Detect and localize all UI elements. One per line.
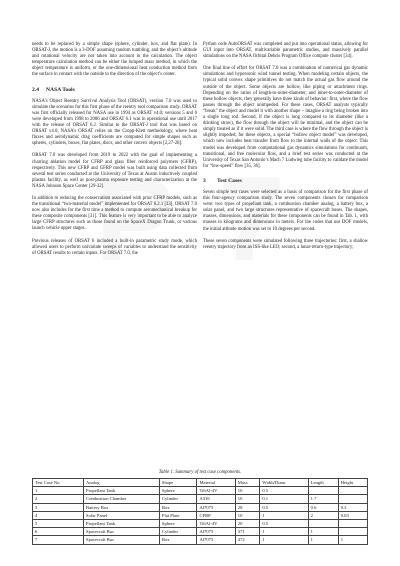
table-cell: 10 — [235, 511, 260, 519]
table-cell: Sphere — [159, 487, 197, 495]
table-header-row — [33, 479, 368, 487]
header-cell: Analog — [84, 479, 160, 487]
table-caption: Table 1. Summary of test case components. — [158, 470, 242, 475]
table-cell — [308, 487, 338, 495]
right-column — [203, 42, 368, 257]
section-heading — [32, 87, 197, 93]
table-cell: Sphere — [159, 520, 197, 528]
table-cell: 1 — [338, 536, 367, 544]
table-cell: Cylinder — [159, 495, 197, 503]
table-cell: 0.1 — [260, 495, 308, 503]
table-cell: 1 — [260, 528, 308, 536]
paragraph: Seven simple test cases were selected as a basis of comparison for the first phase of this four-agency comparison study. The seven components chosen for comparison were: two types of propellant tank, a combustion chamber analog, a battery box, a solar panel, and two large structures representative of spacecraft buses. The shapes, masses, dimensions, and materials for these components can be found in Tab. 1, with masses in kilograms and dimensions in meters. For the codes that use DOF models, the initial attitude motion was set to 10 degrees per second. — [203, 189, 368, 232]
table-cell: 1.7 — [308, 495, 338, 503]
test-case-table — [32, 478, 368, 545]
table-cell: Spacecraft Bus — [84, 536, 160, 544]
table-cell: Al7075 — [197, 503, 235, 511]
header-cell: Mass — [235, 479, 260, 487]
section-heading — [203, 178, 368, 184]
table-cell: Flat Plate — [159, 511, 197, 519]
section-number: 3 — [203, 177, 206, 184]
table-1 — [32, 470, 368, 545]
table-cell: 3 — [33, 503, 84, 511]
table-cell: 1 — [260, 536, 308, 544]
paragraph: Previous releases of ORSAT 6 included a built-in parametric study mode, which allowed users to perform univariate sweeps of variables to understand the sensitivity of ORSAT results to certain inputs. For ORSAT 7.0, the — [32, 238, 197, 256]
table-row — [33, 495, 368, 503]
table-cell: Al7075 — [197, 536, 235, 544]
header-cell: Length — [308, 479, 338, 487]
table-cell: Solar Panel — [84, 511, 160, 519]
table-cell: 7 — [33, 536, 84, 544]
table-cell: Battery Box — [84, 503, 160, 511]
table-cell: Spacecraft Bus — [84, 528, 160, 536]
paragraph: In addition to reducing the conservatism associated with prior CFRP models, such as the transitional “two-material model” implemented for ORSAT 6.2.1 [33], ORSAT 7.0 now also includes for the first time a method to compute aeromechanical breakup for these composite components [31]. This feature is very important to be able to analyze large CFRP structures such as those found on the SpaceX Dragon Trunk, or various launch vehicle upper stages. — [32, 195, 197, 232]
table-cell: 1 — [33, 487, 84, 495]
left-column — [32, 42, 197, 263]
paragraph: needs to be replaced by a simple shape (sphere, cylinder, box, and flat plate). In ORSAT-J, the motion is a 3-DOF assuming random tumbling, and the object’s altitude and rotational velocity are not taken into account in the calculation. The object temperature calculation method can be either the lumped mass method, in which the object temperature is uniform, or the one-dimensional heat conduction method from the surface in contact with the outside to the direction of the object’s center. — [32, 42, 197, 78]
table-cell: Propellant Tank — [84, 487, 160, 495]
table-cell: Box — [159, 503, 197, 511]
table-cell — [338, 487, 367, 495]
section-title: Test Cases — [217, 177, 242, 184]
table-row — [33, 511, 368, 519]
header-cell: Width/Diam. — [260, 479, 308, 487]
table-cell: Propellant Tank — [84, 520, 160, 528]
table-cell: 0.5 — [260, 503, 308, 511]
table-cell: 472 — [235, 536, 260, 544]
table-cell: Cylinder — [159, 528, 197, 536]
table-cell: Box — [159, 536, 197, 544]
table-cell: 6 — [33, 528, 84, 536]
table-cell: 10 — [235, 487, 260, 495]
table-cell: Ti6Al-4V — [197, 520, 235, 528]
table-cell: 0.6 — [308, 503, 338, 511]
table-cell — [338, 495, 367, 503]
table-row — [33, 536, 368, 544]
table-cell: 0.5 — [260, 520, 308, 528]
table-cell — [338, 520, 367, 528]
table-cell: 2 — [308, 511, 338, 519]
paragraph: Python code AutoORSAT was completed and put into operational status, allowing for GUI input into ORSAT, multivariable parametric studies, and massively parallel simulations on the NASA Orbital Debris Program Office compute cluster [34]. — [203, 42, 368, 60]
header-cell: Material — [197, 479, 235, 487]
section-number: 2.4 — [32, 86, 39, 93]
paragraph: These seven components were simulated following three trajectories: first, a shallow reentry trajectory from an ISS-like LEO; second, a lunar-return-type trajectory; — [203, 238, 368, 250]
header-cell: Height — [338, 479, 367, 487]
table-cell: 28 — [235, 503, 260, 511]
table-cell: CFRP — [197, 511, 235, 519]
table-cell: Combustion Chamber — [84, 495, 160, 503]
table-cell — [338, 528, 367, 536]
table-cell: 371 — [235, 528, 260, 536]
table-cell: Al7075 — [197, 528, 235, 536]
table-cell: 10 — [235, 495, 260, 503]
table-cell: 20 — [235, 520, 260, 528]
header-cell: Test Case No. — [33, 479, 84, 487]
table-cell: 0.5 — [260, 487, 308, 495]
table-cell: A316 — [197, 495, 235, 503]
table-cell — [308, 520, 338, 528]
table-cell: 0.03 — [338, 511, 367, 519]
table-row — [33, 528, 368, 536]
table-row — [33, 503, 368, 511]
table-cell: 0.3 — [338, 503, 367, 511]
table-row — [33, 487, 368, 495]
table-cell: 2 — [33, 495, 84, 503]
table-cell: 1 — [308, 528, 338, 536]
section-title: NASA Tools — [46, 86, 75, 93]
header-cell: Shape — [159, 479, 197, 487]
table-cell: 5 — [33, 520, 84, 528]
paragraph: ORSAT 7.0 was developed from 2019 to 2022 with the goal of implementing a charring ablation model for CFRP and glass fiber reinforced polymers (GFRP), respectively. This new CFRP and GFRP model was built using data collected from several test series conducted at the University of Texas at Austin inductively coupled plasma facility, as well as post-plasma exposure testing and characterization at the NASA Johnson Space Center [29-32]. — [32, 153, 197, 189]
table-cell: 1 — [308, 536, 338, 544]
table-cell: Ti6Al-4V — [197, 487, 235, 495]
paragraph: NASA’s Object Reentry Survival Analysis Tool (ORSAT), version 7.0 was used to simulate the scenarios for this first phase of the reentry tool comparison study. ORSAT was first officially released for NASA use in 1994 as ORSAT v4.0; versions 5 and 6 were developed from 1998 to 2006 and ORSAT 6.1 was in operational use until 2017 with the release of ORSAT 6.2. Similar to the ORSAT-J tool that was based on ORSAT v4.0, NASA’s ORSAT relies on the Cropp-Klett methodology, where heat fluxes and aerodynamic drag coefficients are computed for simple shapes such as spheres, cylinders, boxes, flat plates, discs, and other convex objects [2,27-28]. — [32, 98, 197, 147]
table-row — [33, 520, 368, 528]
table-cell: 4 — [33, 511, 84, 519]
paragraph: One final line of effort for ORSAT 7.0 was a combination of numerical gas dynamic simulations and hypersonic wind tunnel testing. When modeling certain objects, the typical solid convex shape primitives do not match the actual gas flow around the outside of the object. Some objects are hollow, like piping or attachment rings. Depending on the ratios of length-to-outer-diameter, and inner-to-outer-diameter of these hollow objects, they generally have three kinds of behavior: first, where the flow passes through the object unimpeded. For these cases, ORSAT analysts typically “break” the object and model it with another shape – imagine a ring being broken into a single long rod. Second, if the object is long compared to its diameter (like a drinking straw), the flow through the object will be minimal, and the object can be simply treated as if it were solid. The third case is where the flow through the object is slightly impeded; for these objects, a special “hollow object model” was developed, which now includes heat transfer from flow to the internal walls of the object. This model was developed from computational gas dynamics simulations for continuum, transitional, and free molecular flow, and a brief test series was conducted at the University of Texas San Antonio’s Mach 7 Ludwieg tube facility to validate the model for “low-speed” flow [35, 36]. — [203, 66, 368, 169]
table-cell: 1 — [260, 511, 308, 519]
